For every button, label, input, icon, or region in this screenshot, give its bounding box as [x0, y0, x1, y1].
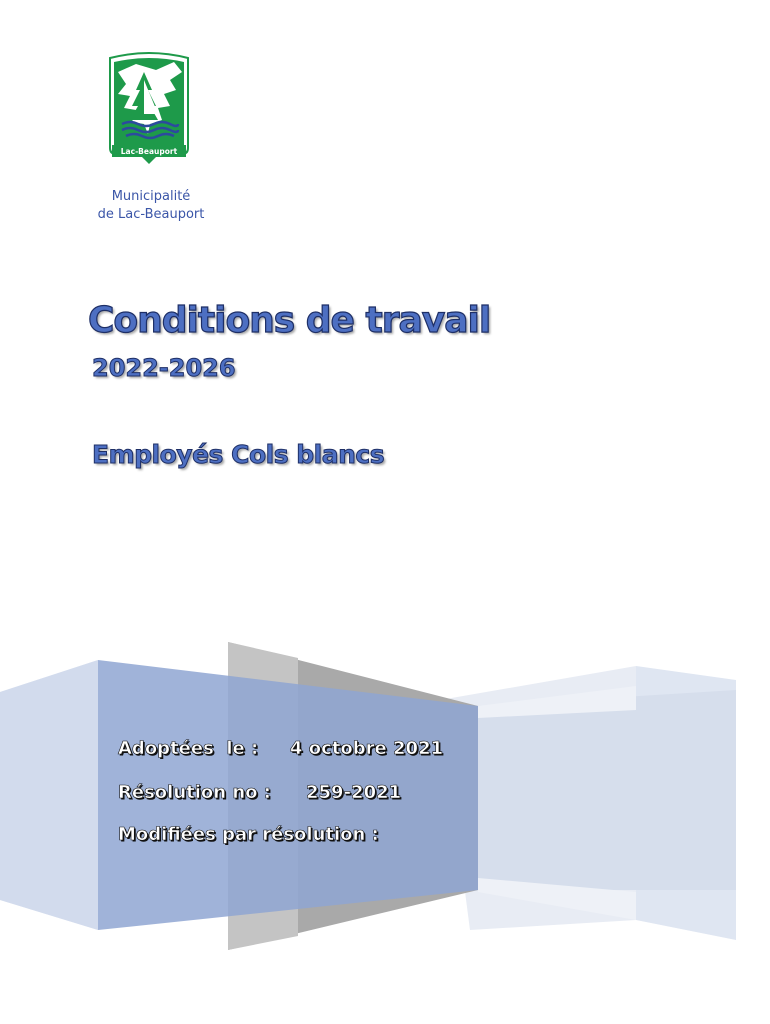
adopted-label: Adoptées le :	[118, 738, 259, 759]
lac-beauport-logo	[104, 50, 194, 170]
municipality-line-2: de Lac-Beauport	[97, 207, 205, 222]
document-subtitle: Employés Cols blancs	[92, 440, 385, 469]
document-title: Conditions de travail	[88, 300, 491, 341]
adopted-date: 4 octobre 2021	[290, 738, 444, 759]
modified-row	[118, 824, 379, 845]
resolution-number: 259-2021	[306, 782, 402, 803]
municipality-line-1: Municipalité	[111, 189, 191, 204]
resolution-row	[118, 782, 401, 803]
document-years: 2022-2026	[92, 354, 236, 382]
modified-label: Modifiées par résolution :	[118, 824, 379, 845]
resolution-label: Résolution no :	[118, 782, 271, 803]
municipality-name	[86, 188, 216, 224]
logo-label: Lac-Beauport	[120, 147, 178, 156]
svg-text:*: *	[164, 69, 170, 83]
adopted-row	[118, 738, 443, 759]
